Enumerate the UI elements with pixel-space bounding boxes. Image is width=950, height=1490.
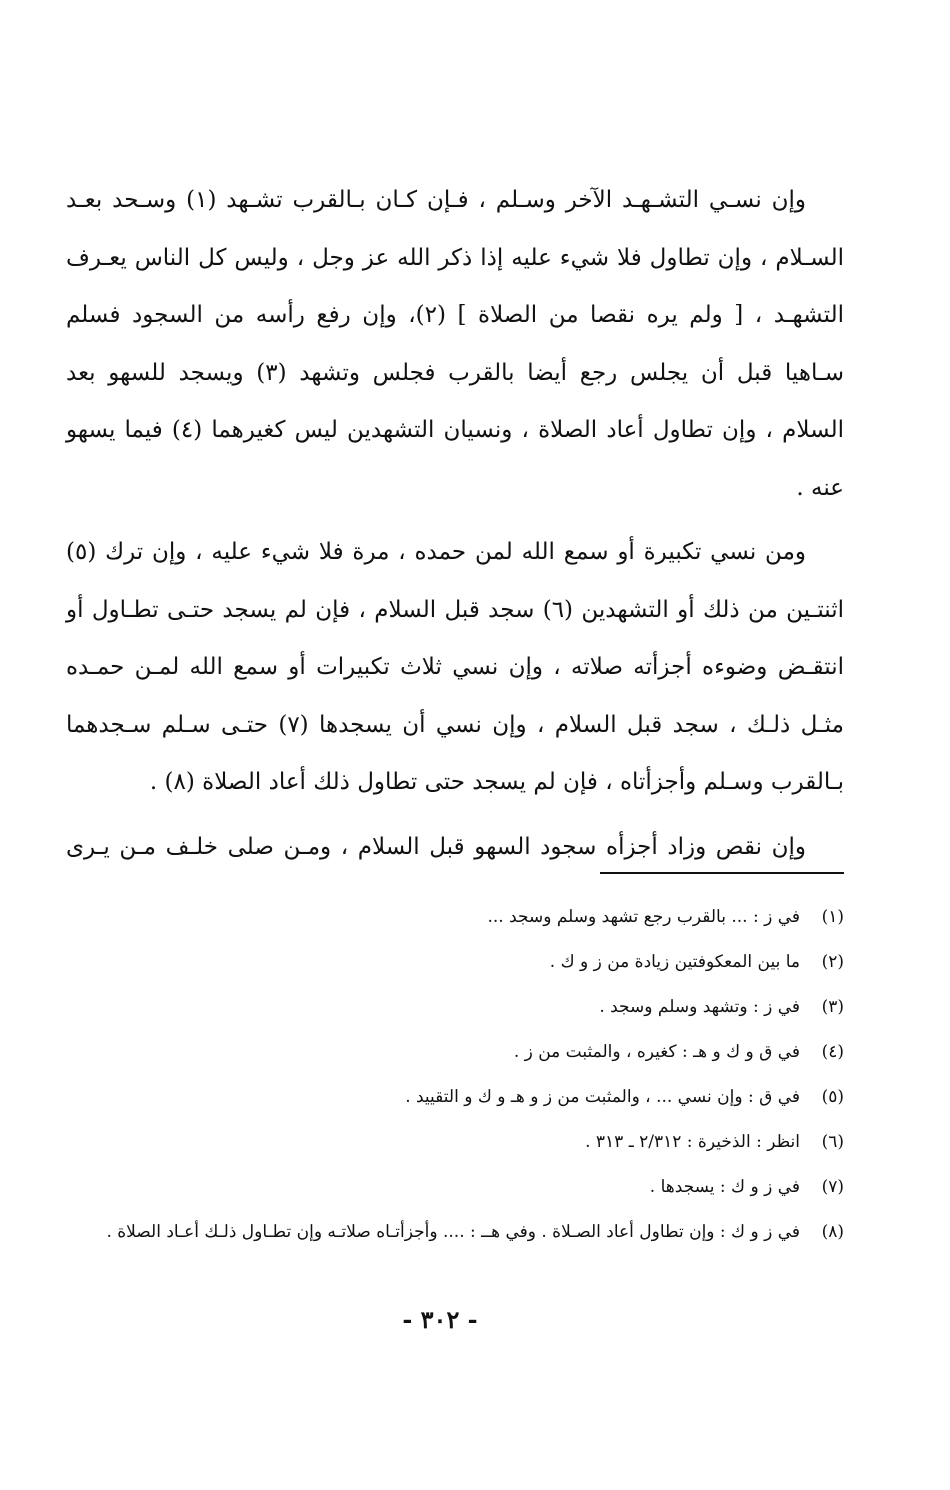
footnote-8 [66,1210,844,1255]
footnote-5 [66,1075,844,1120]
paragraph-3: وإن نقص وزاد أجزأه سجود السهو قبل السلام ، ومـن صلى خلـف مـن يـرى [66,833,806,860]
footnote-text: في ق : وإن نسي ... ، والمثبت من ز و هـ و ك و التقييد . [405,1087,800,1107]
footnote-number: (٣) [821,997,844,1017]
footnote-number: (١) [821,907,844,927]
page-number: - ٣٠٢ - [402,1305,478,1334]
footnotes [66,895,844,1255]
footnote-6 [66,1120,844,1165]
footnote-4 [66,1030,844,1075]
footnote-1 [66,895,844,940]
footnote-divider [600,872,844,874]
footnote-2 [66,940,844,985]
footnote-text: انظر : الذخيرة : ٢/٣١٢ ـ ٣١٣ . [585,1132,800,1152]
footnote-text: في ق و ك و هـ : كغيره ، والمثبت من ز . [513,1042,800,1062]
paragraph-1: وإن نسـي التشـهـد الآخر وسـلم ، فـإن كـان بـالقرب تشـهد (١) وسـحد بعـد السـلام ، وإن تطاول فلا شيء عليه إذا ذكر الله عز وجل ، وليس كل الناس يعـرف التشهـد ، [ ولم يره نقصا من الصلاة ] (٢)، وإن رفع رأسه من السجود فسلم سـاهيا قبل أن يجلس رجع أيضا بالقرب فجلس وتشهد (٣) ويسجد للسهو بعد السلام ، وإن تطاول أعاد الصلاة ، ونسيان التشهدين ليس كغيرهما (٤) فيما يسهو عنه . [66,187,845,501]
footnote-7 [66,1165,844,1210]
footnote-number: (٤) [821,1042,844,1062]
footnote-text: في ز و ك : يسجدها . [649,1177,800,1197]
main-text [66,172,844,883]
paragraph-2: ومن نسي تكبيرة أو سمع الله لمن حمده ، مرة فلا شيء عليه ، وإن ترك (٥) اثنتـين من ذلك أو التشهدين (٦) سجد قبل السلام ، فإن لم يسجد حتـى تطـاول أو انتقـض وضوءه أجزأته صلاته ، وإن نسي ثلاث تكبيرات أو سمع الله لمـن حمـده مثـل ذلـك ، سجد قبل السلام ، وإن نسي أن يسجدها (٧) حتـى سـلم سـجدهما بـالقرب وسـلم وأجزأتاه ، فإن لم يسجد حتى تطاول ذلك أعاد الصلاة (٨) . [66,539,844,795]
footnote-number: (٨) [821,1222,844,1242]
footnote-number: (٢) [821,952,844,972]
footnote-number: (٧) [821,1177,844,1197]
footnote-text: في ز : ... بالقرب رجع تشهد وسلم وسجد ... [487,907,800,927]
footnote-text: في ز : وتشهد وسلم وسجد . [599,997,800,1017]
footnote-text: في ز و ك : وإن تطاول أعاد الصـلاة . وفي هــ : .... وأجزأتـاه صلاتـه وإن تطـاول ذلـك أعـاد الصلاة . [106,1222,800,1242]
footnote-number: (٥) [821,1087,844,1107]
footnote-number: (٦) [821,1132,844,1152]
footnote-text: ما بين المعكوفتين زيادة من ز و ك . [549,952,800,972]
footnote-3 [66,985,844,1030]
